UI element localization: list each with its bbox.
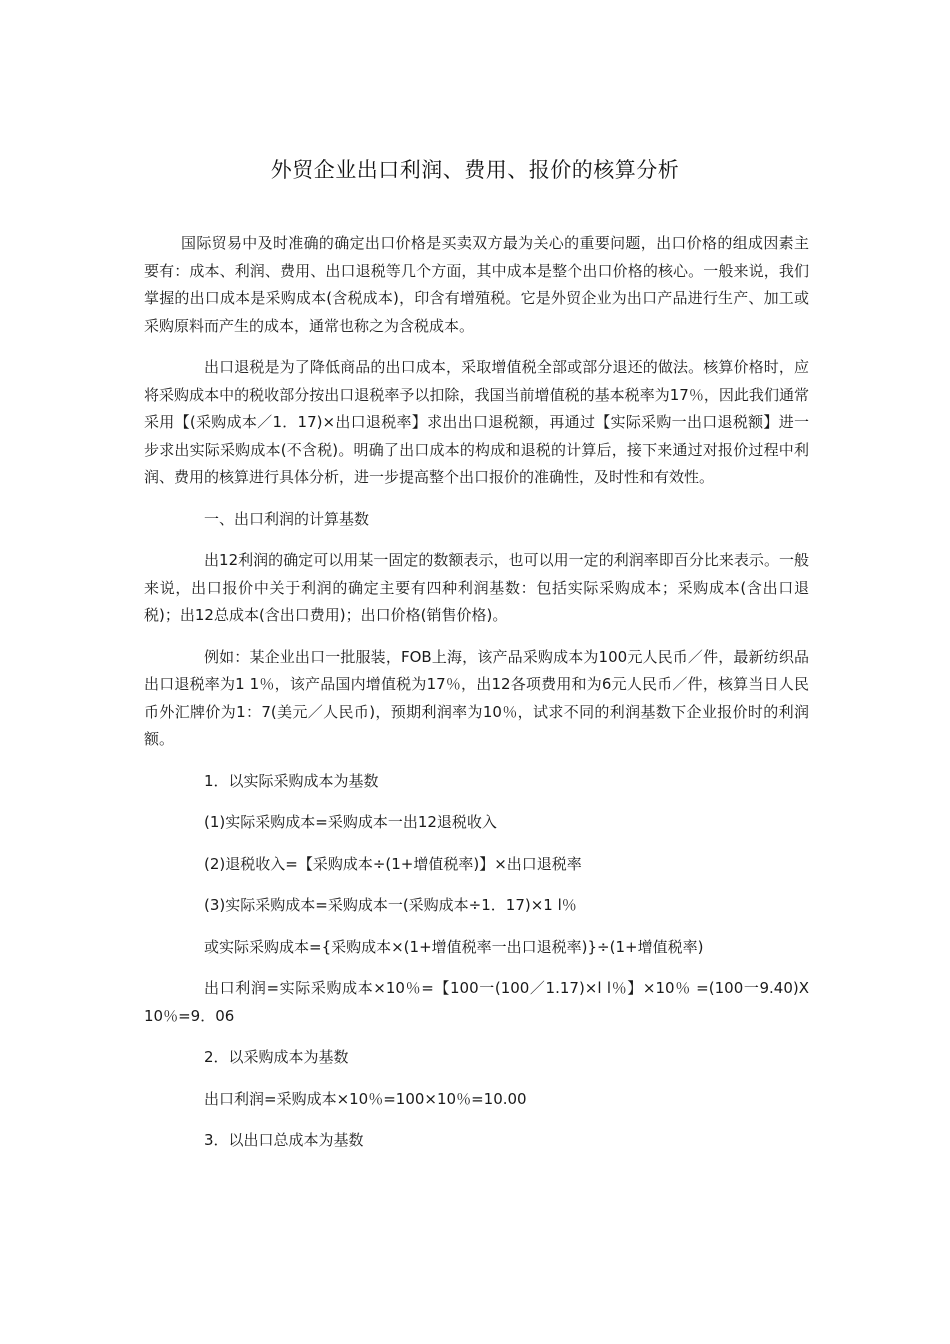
formula-2: (2)退税收入=【采购成本÷(1+增值税率)】×出口退税率 [204,854,582,873]
formula-1: (1)实际采购成本=采购成本一出12退税收入 [204,813,497,831]
formula-profit-purchase: 出口利润=采购成本×10％=100×10％=10.00 [204,1089,527,1108]
formula-alt: 或实际采购成本={采购成本×(1+增值税率一出口退税率)}÷(1+增值税率) [204,937,704,956]
subheading-total-cost: 3．以出口总成本为基数 [204,1131,364,1149]
page-title: 外贸企业出口利润、费用、报价的核算分析 [270,158,680,182]
paragraph-tax-refund: 出口退税是为了降低商品的出口成本，采取增值税全部或部分退还的做法。核算价格时，应将采购成本中的税收部分按出口退税率予以扣除，我国当前增值税的基本税率为17％，因此我们通常采用【(采购成本／1．17)×出口退税率】求出出口退税额，再通过【实际采购一出口退税额】进一步求出实际采购成本(不含税)。明确了出口成本的构成和退税的计算后，接下来通过对报价过程中利润、费用的核算进行具体分析，进一步提高整个出口报价的准确性，及时性和有效性。 [144,358,809,486]
section-heading-profit-base: 一、出口利润的计算基数 [204,509,370,528]
formula-3: (3)实际采购成本=采购成本一(采购成本÷1．17)×1 l％ [204,896,577,914]
paragraph-example: 例如：某企业出口一批服装，FOB上海，该产品采购成本为100元人民币／件，最新纺织品出口退税率为1 1％，该产品国内增值税为17％，出12各项费用和为6元人民币／件，核算当日人民币外汇牌价为1：7(美元／人民币)，预期利润率为10％，试求不同的利润基数下企业报价时的利润额。 [144,647,809,748]
paragraph-intro: 国际贸易中及时准确的确定出口价格是买卖双方最为关心的重要问题，出口价格的组成因素主要有：成本、利润、费用、出口退税等几个方面，其中成本是整个出口价格的核心。一般来说，我们掌握的出口成本是采购成本(含税成本)，印含有增殖税。它是外贸企业为出口产品进行生产、加工或采购原料而产生的成本，通常也称之为含税成本。 [144,234,809,335]
document-body [144,230,809,1169]
formula-profit-actual: 出口利润=实际采购成本×10％=【100一(100／1.17)×l l％】×10％ =(100一9.40)X 10％=9．06 [144,979,809,1025]
paragraph-profit-base: 出12利润的确定可以用某一固定的数额表示，也可以用一定的利润率即百分比来表示。一般来说，出口报价中关于利润的确定主要有四种利润基数：包括实际采购成本；采购成本(含出口退税)；出12总成本(含出口费用)；出口价格(销售价格)。 [144,551,809,624]
subheading-purchase-cost: 2．以采购成本为基数 [204,1048,349,1066]
subheading-actual-cost: 1．以实际采购成本为基数 [204,771,379,790]
